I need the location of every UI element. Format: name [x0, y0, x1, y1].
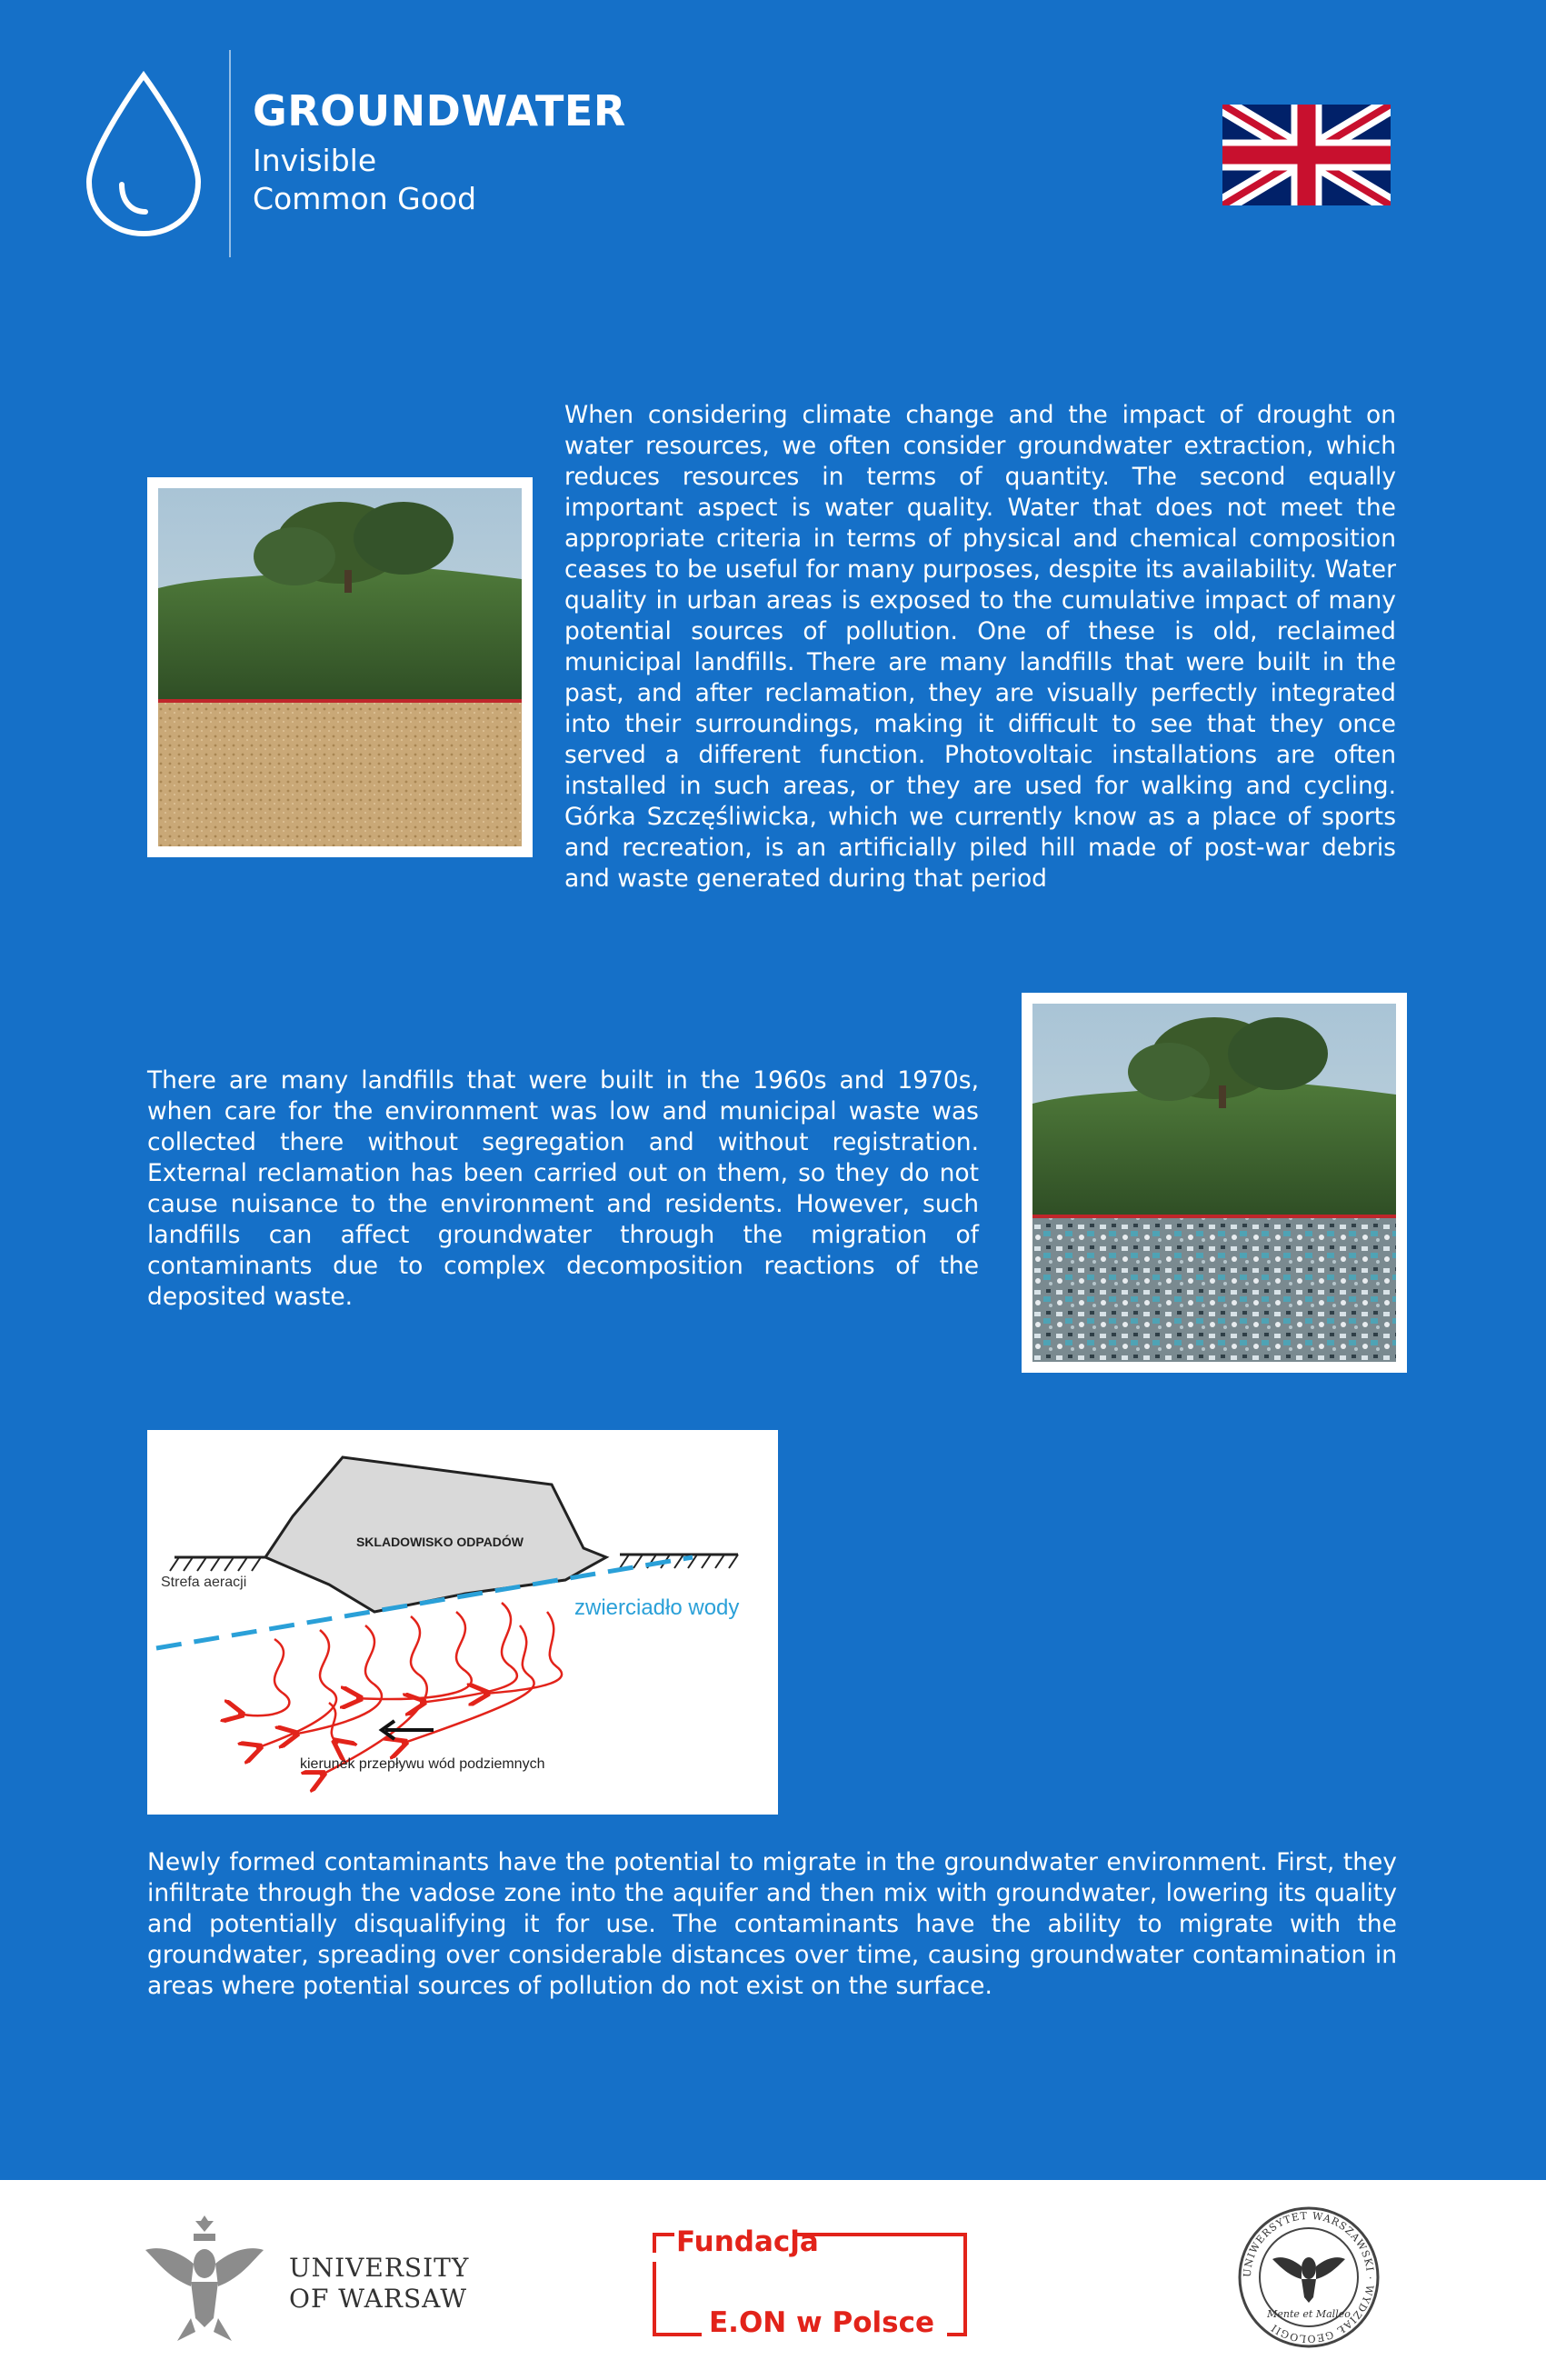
subtitle-line-1: Invisible — [253, 143, 377, 178]
uw-line-1: UNIVERSITY — [289, 2253, 470, 2283]
page-subtitle — [253, 142, 476, 218]
hill-sand-illustration — [158, 488, 522, 846]
seal-motto: Mente et Malleo — [1267, 2308, 1351, 2320]
landfill-label: SKLADOWISKO ODPADÓW — [355, 1535, 524, 1549]
migration-paragraph: Newly formed contaminants have the potential to migrate in the groundwater environment. First, they infiltrate through the vadose zone into the aquifer and then mix with groundwater, lowering its quality and potentially disqualifying it for use. The contaminants have the ability to migrate with the groundwater, spreading over considerable distances over time, causing groundwater contamination in areas where potential sources of pollution do not exist on the surface. — [147, 1848, 1397, 2000]
contaminant-flow-arrows — [238, 1603, 562, 1775]
fundacja-label: Fundacja — [676, 2225, 819, 2258]
landfill-hill-waste-photo — [1022, 993, 1407, 1373]
water-table-label: zwierciadło wody — [574, 1595, 740, 1620]
groundwater-migration-diagram — [147, 1430, 778, 1815]
eon-label: E.ON w Polsce — [709, 2306, 934, 2339]
uw-line-2: OF WARSAW — [289, 2284, 468, 2314]
intro-paragraph: When considering climate change and the impact of drought on water resources, we often consider groundwater extraction, which reduces resources in terms of quantity. The second equally important aspect is water quality. Water that does not meet the appropriate criteria in terms of physical and chemical composition ceases to be useful for many purposes, despite its availability. Water quality in urban areas is exposed to the cumulative impact of many potential sources of pollution. One of these is old, reclaimed municipal landfills. There are many landfills that were built in the past, and after reclamation, they are visually perfectly integrated into their surroundings, making it difficult to see that they once served a different function. Photovoltaic installations are often installed in such areas, or they are used for walking and cycling. Górka Szczęśliwicka, which we currently know as a place of sports and recreation, is an artificially piled hill made of post-war debris and waste generated during that period — [564, 401, 1396, 893]
hill-waste-illustration — [1032, 1004, 1396, 1362]
page-title: GROUNDWATER — [253, 86, 626, 135]
water-drop-icon — [80, 68, 207, 241]
header-divider — [229, 50, 231, 257]
university-eagle-icon — [141, 2214, 268, 2350]
uk-flag-icon[interactable] — [1222, 105, 1391, 205]
landfill-hill-sand-photo — [147, 477, 533, 857]
aeration-zone-label: Strefa aeracji — [161, 1575, 247, 1590]
seal-ring-text: UNIWERSYTET WARSZAWSKI · WYDZIAŁ GEOLOGII — [1241, 2209, 1377, 2345]
landfill-history-paragraph: There are many landfills that were built in the 1960s and 1970s, when care for the environment was low and municipal waste was collected there without segregation and without registration. External reclamation has been carried out on them, so they do not cause nuisance to the environment and residents. However, such landfills can affect groundwater through the migration of contaminants due to complex decomposition reactions of the deposited waste. — [147, 1066, 979, 1311]
geology-faculty-seal-icon — [1236, 2205, 1381, 2350]
flow-direction-label: kierunek przepływu wód podziemnych — [300, 1756, 545, 1772]
university-of-warsaw-wordmark — [289, 2253, 469, 2315]
subtitle-line-2: Common Good — [253, 181, 477, 216]
